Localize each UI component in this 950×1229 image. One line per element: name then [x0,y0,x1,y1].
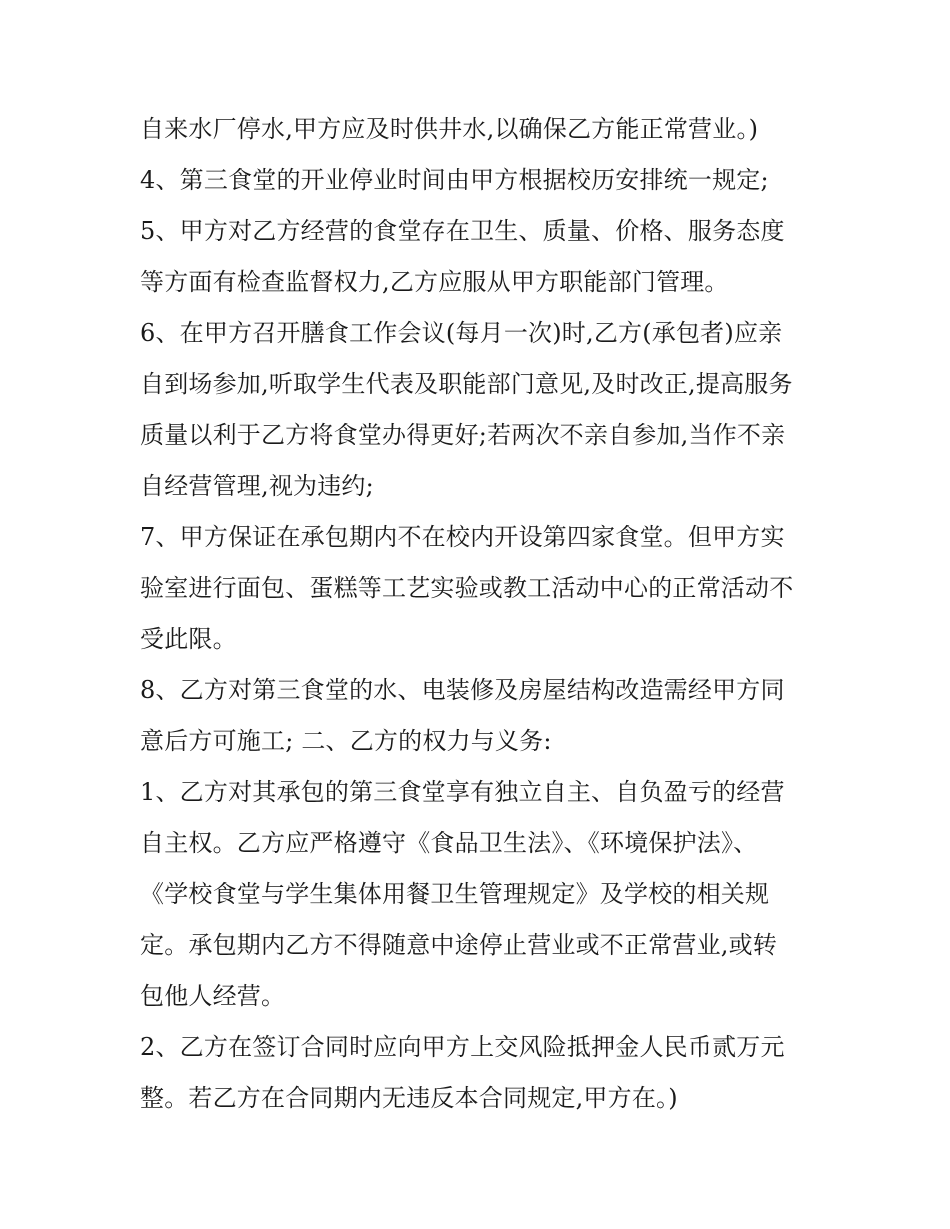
document-body [140,104,830,1124]
text-line: 受此限。 [140,625,237,653]
text-line: 包他人经营。 [140,982,286,1010]
text-line: 自经营管理,视为违约; [140,472,374,500]
text-line: 《学校食堂与学生集体用餐卫生管理规定》及学校的相关规 [140,880,770,908]
text-line: 8、乙方对第三食堂的水、电装修及房屋结构改造需经甲方同 [140,676,785,704]
text-line: 自到场参加,听取学生代表及职能部门意见,及时改正,提高服务 [140,370,793,398]
text-line: 验室进行面包、蛋糕等工艺实验或教工活动中心的正常活动不 [140,574,794,602]
text-line: 1、乙方对其承包的第三食堂享有独立自主、自负盈亏的经营 [140,778,785,806]
text-line: 整。若乙方在合同期内无违反本合同规定,甲方在。) [140,1084,678,1112]
text-line: 5、甲方对乙方经营的食堂存在卫生、质量、价格、服务态度 [140,217,785,245]
text-line: 自来水厂停水,甲方应及时供井水,以确保乙方能正常营业。) [140,115,759,143]
text-line: 6、在甲方召开膳食工作会议(每月一次)时,乙方(承包者)应亲 [140,319,783,347]
text-line: 意后方可施工; 二、乙方的权力与义务: [140,727,552,755]
text-line: 等方面有检查监督权力,乙方应服从甲方职能部门管理。 [140,268,729,296]
text-line: 定。承包期内乙方不得随意中途停止营业或不正常营业,或转 [140,931,778,959]
text-line: 2、乙方在签订合同时应向甲方上交风险抵押金人民币贰万元 [140,1033,785,1061]
text-line: 质量以利于乙方将食堂办得更好;若两次不亲自参加,当作不亲 [140,421,786,449]
text-line: 7、甲方保证在承包期内不在校内开设第四家食堂。但甲方实 [140,523,785,551]
text-line: 自主权。乙方应严格遵守《食品卫生法》、《环境保护法》、 [140,829,758,857]
text-line: 4、第三食堂的开业停业时间由甲方根据校历安排统一规定; [140,166,769,194]
